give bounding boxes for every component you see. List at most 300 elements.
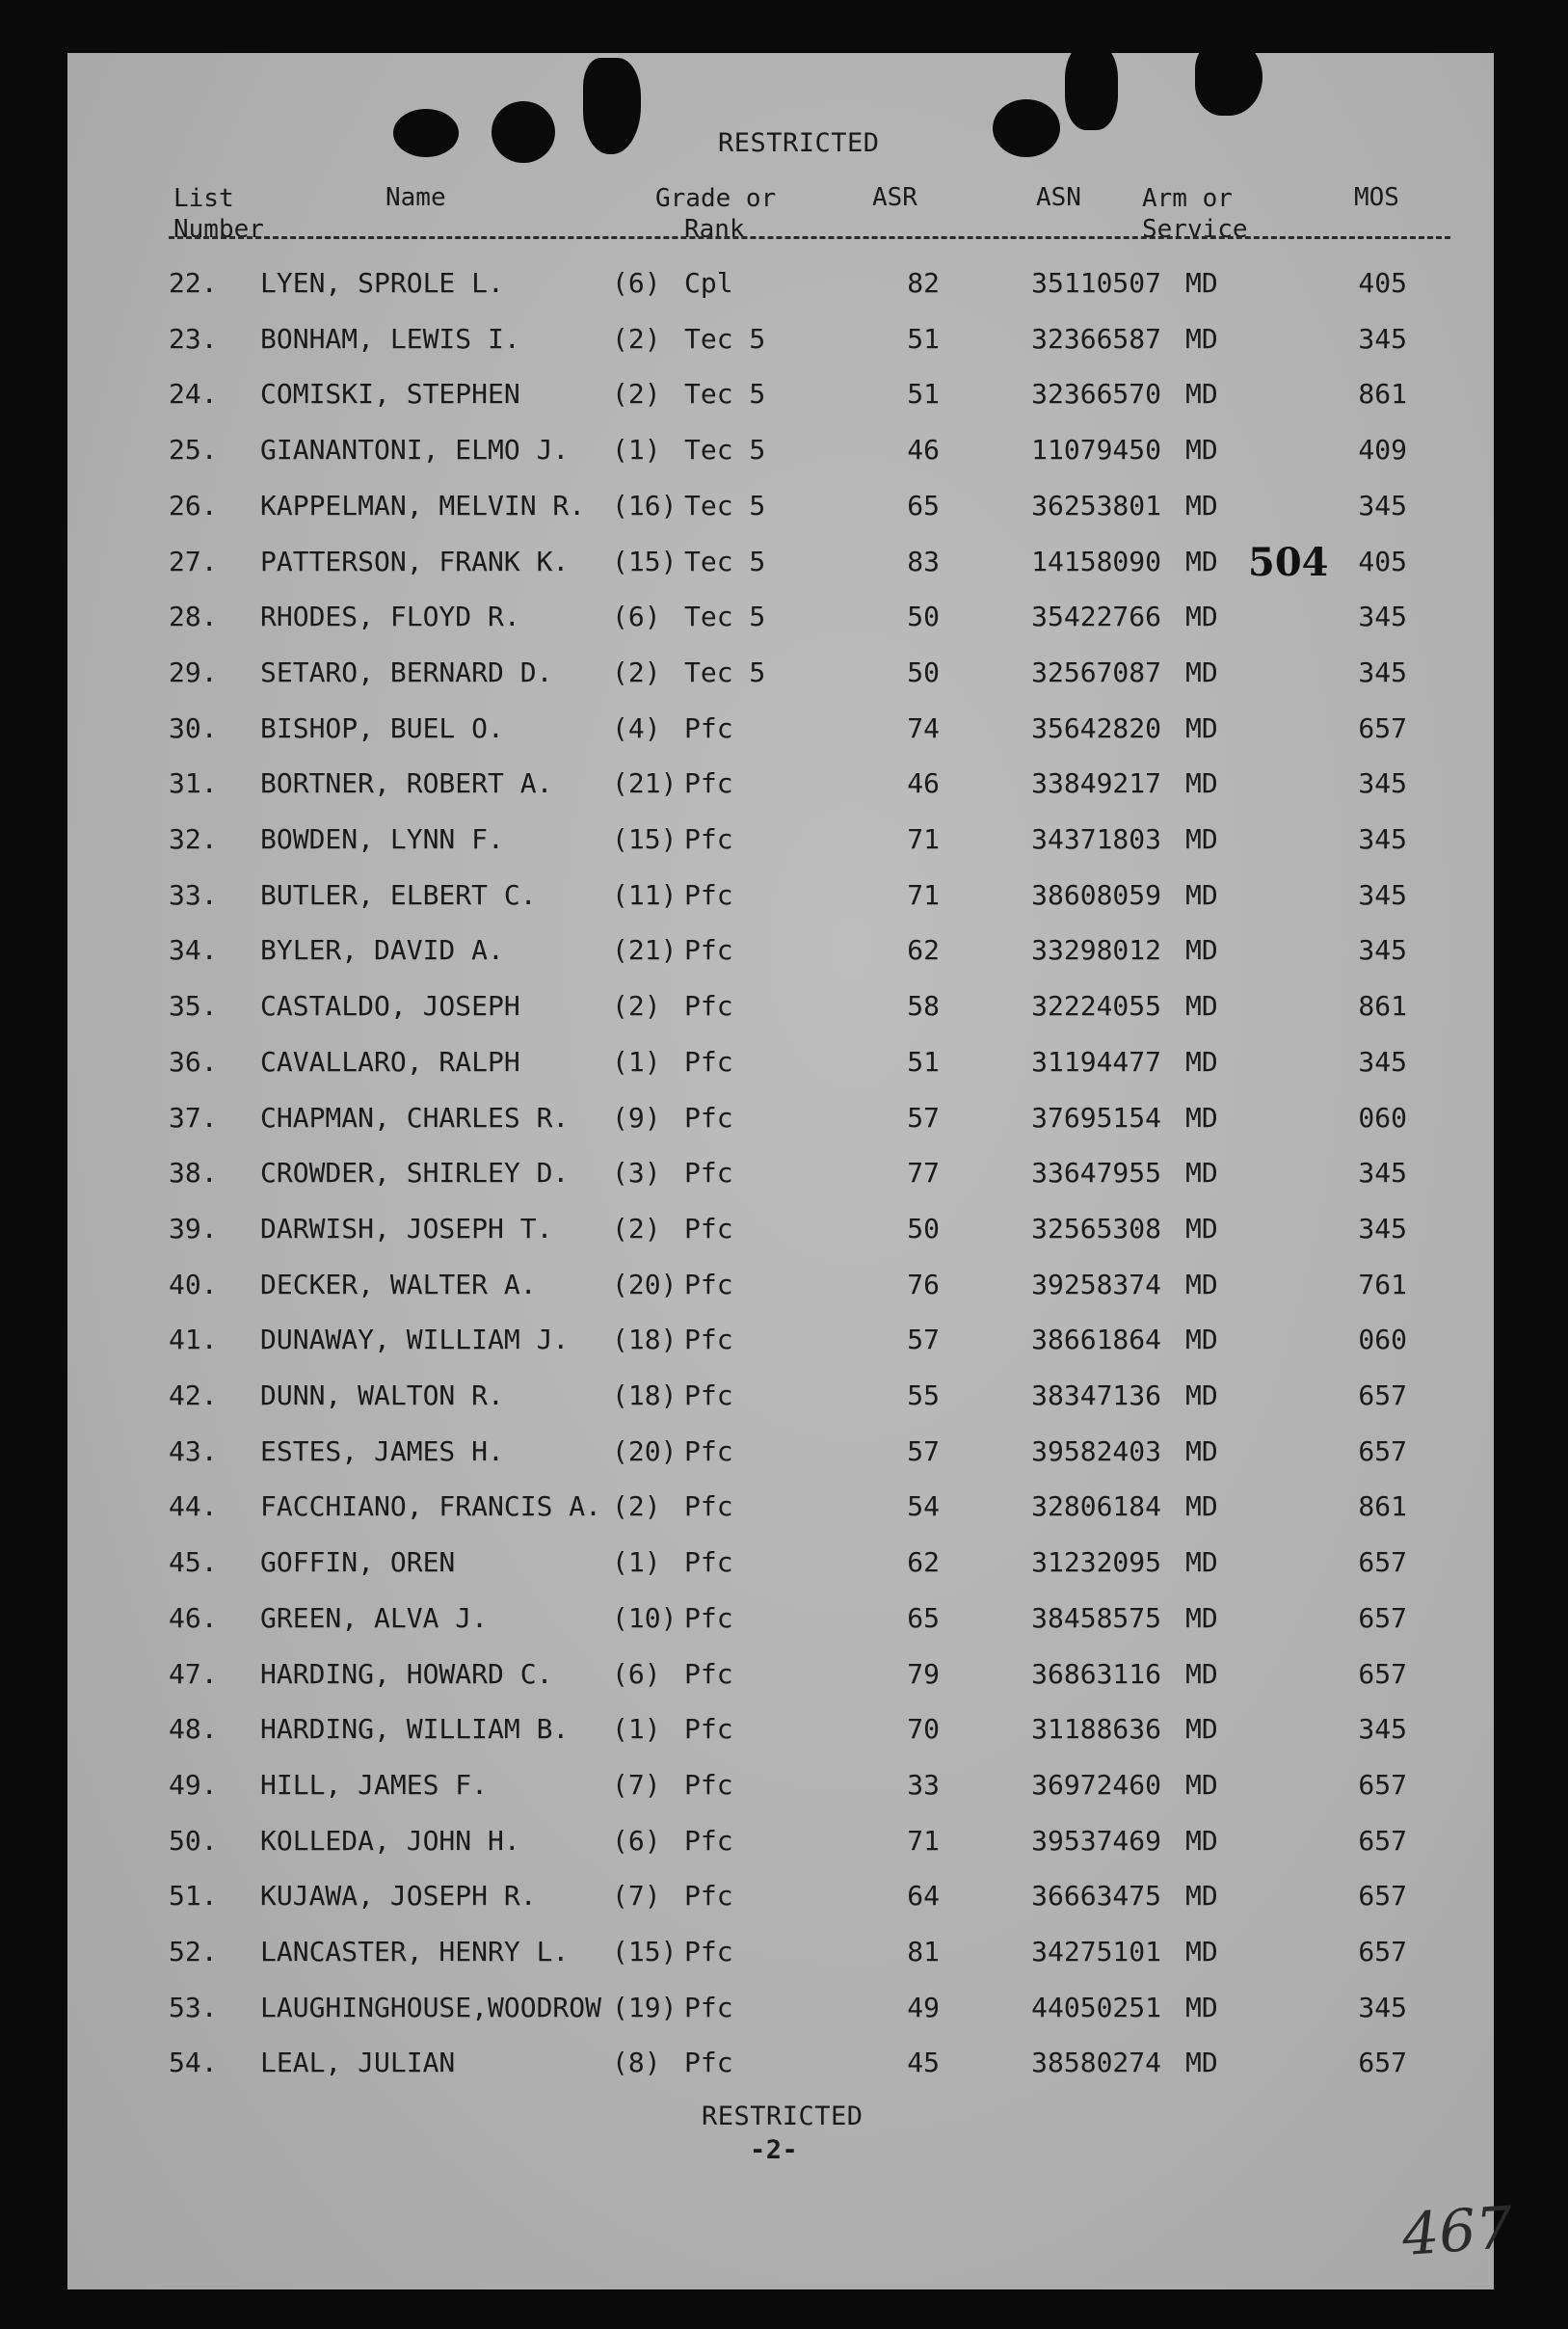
cell-grade: (20) — [612, 1434, 678, 1467]
cell-arm: MD — [1185, 601, 1218, 633]
punch-hole — [492, 101, 555, 163]
cell-arm: MD — [1185, 1434, 1218, 1467]
cell-arm: MD — [1185, 1713, 1218, 1746]
cell-no: 32. — [169, 823, 218, 855]
table-row — [67, 1769, 1494, 1807]
cell-asn: 38608059 — [1031, 878, 1161, 911]
cell-no: 43. — [169, 1434, 218, 1467]
cell-asn: 44050251 — [1031, 1991, 1161, 2023]
cell-grade: (8) — [612, 2047, 661, 2079]
cell-rank: Tec 5 — [684, 322, 766, 355]
cell-grade: (9) — [612, 1101, 661, 1134]
cell-rank: Pfc — [684, 1324, 733, 1356]
cell-asr: 62 — [907, 1546, 940, 1579]
cell-arm: MD — [1185, 656, 1218, 688]
cell-name: CAVALLARO, RALPH — [260, 1045, 520, 1078]
cell-mos: 657 — [1358, 1379, 1407, 1411]
cell-arm: MD — [1185, 1157, 1218, 1190]
table-row — [67, 767, 1494, 806]
cell-name: SETARO, BERNARD D. — [260, 656, 553, 688]
cell-asn: 36972460 — [1031, 1768, 1161, 1801]
cell-asn: 32366570 — [1031, 378, 1161, 411]
cell-name: BONHAM, LEWIS I. — [260, 322, 520, 355]
cell-no: 38. — [169, 1157, 218, 1190]
cell-name: LANCASTER, HENRY L. — [260, 1936, 570, 1968]
cell-asr: 71 — [907, 878, 940, 911]
cell-asr: 46 — [907, 434, 940, 467]
cell-no: 30. — [169, 711, 218, 744]
cell-asn: 39582403 — [1031, 1434, 1161, 1467]
table-row — [67, 1213, 1494, 1251]
cell-grade: (21) — [612, 767, 678, 800]
cell-no: 24. — [169, 378, 218, 411]
cell-no: 35. — [169, 990, 218, 1023]
cell-arm: MD — [1185, 767, 1218, 800]
cell-asn: 39258374 — [1031, 1268, 1161, 1300]
cell-asn: 11079450 — [1031, 434, 1161, 467]
cell-no: 29. — [169, 656, 218, 688]
cell-arm: MD — [1185, 378, 1218, 411]
cell-mos: 345 — [1358, 1045, 1407, 1078]
cell-no: 54. — [169, 2047, 218, 2079]
cell-grade: (10) — [612, 1601, 678, 1634]
cell-no: 41. — [169, 1324, 218, 1356]
table-row — [67, 1046, 1494, 1084]
cell-no: 52. — [169, 1936, 218, 1968]
cell-rank: Pfc — [684, 1991, 733, 2023]
cell-grade: (2) — [612, 1212, 661, 1245]
table-row — [67, 1269, 1494, 1307]
cell-rank: Pfc — [684, 1490, 733, 1523]
cell-arm: MD — [1185, 1601, 1218, 1634]
cell-name: LEAL, JULIAN — [260, 2047, 456, 2079]
table-row — [67, 490, 1494, 528]
cell-asn: 34275101 — [1031, 1936, 1161, 1968]
cell-mos: 060 — [1358, 1101, 1407, 1134]
cell-asn: 32565308 — [1031, 1212, 1161, 1245]
cell-grade: (6) — [612, 1824, 661, 1857]
cell-rank: Cpl — [684, 267, 733, 299]
page-number: -2- — [750, 2135, 799, 2165]
col-name: Name — [385, 183, 446, 212]
table-row — [67, 656, 1494, 695]
table-row — [67, 1435, 1494, 1474]
col-asr: ASR — [872, 183, 917, 212]
table-row — [67, 601, 1494, 639]
cell-arm: MD — [1185, 878, 1218, 911]
cell-arm: MD — [1185, 489, 1218, 522]
cell-no: 40. — [169, 1268, 218, 1300]
cell-arm: MD — [1185, 1991, 1218, 2023]
cell-asn: 38458575 — [1031, 1601, 1161, 1634]
cell-asr: 70 — [907, 1713, 940, 1746]
cell-grade: (2) — [612, 990, 661, 1023]
cell-asr: 58 — [907, 990, 940, 1023]
cell-grade: (15) — [612, 1936, 678, 1968]
cell-rank: Pfc — [684, 1434, 733, 1467]
cell-mos: 345 — [1358, 1991, 1407, 2023]
cell-mos: 657 — [1358, 1824, 1407, 1857]
cell-asn: 33647955 — [1031, 1157, 1161, 1190]
cell-asn: 31194477 — [1031, 1045, 1161, 1078]
cell-no: 48. — [169, 1713, 218, 1746]
cell-asn: 35642820 — [1031, 711, 1161, 744]
cell-name: BUTLER, ELBERT C. — [260, 878, 537, 911]
cell-mos: 861 — [1358, 990, 1407, 1023]
cell-asr: 50 — [907, 601, 940, 633]
table-row — [67, 1880, 1494, 1918]
cell-asr: 46 — [907, 767, 940, 800]
cell-mos: 345 — [1358, 489, 1407, 522]
cell-rank: Pfc — [684, 711, 733, 744]
cell-rank: Pfc — [684, 1768, 733, 1801]
cell-name: GOFFIN, OREN — [260, 1546, 456, 1579]
cell-name: BISHOP, BUEL O. — [260, 711, 504, 744]
cell-asn: 33298012 — [1031, 934, 1161, 967]
cell-asn: 31232095 — [1031, 1546, 1161, 1579]
cell-asn: 31188636 — [1031, 1713, 1161, 1746]
cell-arm: MD — [1185, 545, 1218, 577]
cell-grade: (6) — [612, 267, 661, 299]
cell-asn: 38347136 — [1031, 1379, 1161, 1411]
table-row — [67, 823, 1494, 862]
cell-asn: 36663475 — [1031, 1880, 1161, 1913]
cell-grade: (11) — [612, 878, 678, 911]
cell-asn: 36863116 — [1031, 1657, 1161, 1690]
cell-asr: 49 — [907, 1991, 940, 2023]
cell-mos: 657 — [1358, 1601, 1407, 1634]
cell-mos: 657 — [1358, 711, 1407, 744]
cell-asn: 32224055 — [1031, 990, 1161, 1023]
col-list-number: List Number — [173, 184, 264, 244]
cell-no: 51. — [169, 1880, 218, 1913]
cell-mos: 345 — [1358, 767, 1407, 800]
cell-name: CASTALDO, JOSEPH — [260, 990, 520, 1023]
cell-mos: 345 — [1358, 322, 1407, 355]
cell-name: DECKER, WALTER A. — [260, 1268, 537, 1300]
cell-name: RHODES, FLOYD R. — [260, 601, 520, 633]
cell-mos: 409 — [1358, 434, 1407, 467]
table-row — [67, 1658, 1494, 1697]
cell-asn: 32806184 — [1031, 1490, 1161, 1523]
stamp-number: 504 — [1248, 540, 1329, 585]
cell-no: 22. — [169, 267, 218, 299]
document-page — [67, 53, 1515, 2289]
col-mos: MOS — [1354, 183, 1399, 212]
cell-grade: (21) — [612, 934, 678, 967]
cell-name: DUNAWAY, WILLIAM J. — [260, 1324, 570, 1356]
cell-no: 34. — [169, 934, 218, 967]
cell-mos: 861 — [1358, 378, 1407, 411]
cell-name: BORTNER, ROBERT A. — [260, 767, 553, 800]
table-row — [67, 434, 1494, 472]
cell-name: HARDING, WILLIAM B. — [260, 1713, 570, 1746]
cell-asr: 57 — [907, 1434, 940, 1467]
cell-asr: 81 — [907, 1936, 940, 1968]
cell-arm: MD — [1185, 1212, 1218, 1245]
cell-no: 33. — [169, 878, 218, 911]
table-row — [67, 1490, 1494, 1529]
table-row — [67, 934, 1494, 973]
cell-name: DARWISH, JOSEPH T. — [260, 1212, 553, 1245]
cell-asr: 79 — [907, 1657, 940, 1690]
cell-asr: 74 — [907, 711, 940, 744]
cell-rank: Tec 5 — [684, 378, 766, 411]
cell-asr: 83 — [907, 545, 940, 577]
cell-name: KOLLEDA, JOHN H. — [260, 1824, 520, 1857]
cell-rank: Pfc — [684, 1657, 733, 1690]
cell-asr: 45 — [907, 2047, 940, 2079]
col-asn: ASN — [1036, 183, 1081, 212]
cell-arm: MD — [1185, 2047, 1218, 2079]
cell-grade: (2) — [612, 1490, 661, 1523]
cell-asr: 55 — [907, 1379, 940, 1411]
cell-rank: Pfc — [684, 1880, 733, 1913]
cell-arm: MD — [1185, 1824, 1218, 1857]
cell-grade: (1) — [612, 434, 661, 467]
table-row — [67, 267, 1494, 306]
cell-no: 53. — [169, 1991, 218, 2023]
header-divider — [169, 236, 1450, 239]
cell-mos: 761 — [1358, 1268, 1407, 1300]
cell-grade: (16) — [612, 489, 678, 522]
cell-asn: 34371803 — [1031, 823, 1161, 855]
cell-no: 37. — [169, 1101, 218, 1134]
cell-asn: 35110507 — [1031, 267, 1161, 299]
table-row — [67, 1825, 1494, 1863]
cell-name: LYEN, SPROLE L. — [260, 267, 504, 299]
cell-name: CHAPMAN, CHARLES R. — [260, 1101, 570, 1134]
cell-arm: MD — [1185, 322, 1218, 355]
cell-asr: 76 — [907, 1268, 940, 1300]
cell-mos: 657 — [1358, 1434, 1407, 1467]
cell-arm: MD — [1185, 1045, 1218, 1078]
cell-asr: 50 — [907, 1212, 940, 1245]
table-row — [67, 879, 1494, 918]
table-row — [67, 1324, 1494, 1362]
punch-hole — [583, 58, 641, 154]
cell-no: 31. — [169, 767, 218, 800]
cell-no: 28. — [169, 601, 218, 633]
cell-asr: 65 — [907, 489, 940, 522]
cell-asr: 51 — [907, 322, 940, 355]
punch-hole — [993, 99, 1060, 157]
table-row — [67, 378, 1494, 416]
cell-arm: MD — [1185, 1880, 1218, 1913]
cell-grade: (2) — [612, 378, 661, 411]
cell-asr: 51 — [907, 1045, 940, 1078]
cell-rank: Pfc — [684, 1157, 733, 1190]
cell-asr: 33 — [907, 1768, 940, 1801]
col-grade-rank: Grade or Rank — [655, 184, 777, 244]
cell-mos: 657 — [1358, 2047, 1407, 2079]
cell-rank: Pfc — [684, 990, 733, 1023]
cell-no: 39. — [169, 1212, 218, 1245]
table-row — [67, 1992, 1494, 2030]
cell-mos: 345 — [1358, 878, 1407, 911]
cell-asr: 65 — [907, 1601, 940, 1634]
cell-no: 26. — [169, 489, 218, 522]
cell-rank: Pfc — [684, 1601, 733, 1634]
cell-arm: MD — [1185, 267, 1218, 299]
cell-asn: 39537469 — [1031, 1824, 1161, 1857]
cell-grade: (4) — [612, 711, 661, 744]
cell-arm: MD — [1185, 1490, 1218, 1523]
cell-rank: Pfc — [684, 1824, 733, 1857]
punch-hole — [1065, 43, 1118, 130]
cell-arm: MD — [1185, 823, 1218, 855]
cell-grade: (1) — [612, 1713, 661, 1746]
cell-arm: MD — [1185, 934, 1218, 967]
cell-asr: 57 — [907, 1324, 940, 1356]
cell-arm: MD — [1185, 990, 1218, 1023]
cell-name: KAPPELMAN, MELVIN R. — [260, 489, 586, 522]
table-row — [67, 2047, 1494, 2085]
cell-mos: 060 — [1358, 1324, 1407, 1356]
cell-grade: (15) — [612, 545, 678, 577]
cell-grade: (3) — [612, 1157, 661, 1190]
cell-rank: Pfc — [684, 1268, 733, 1300]
cell-mos: 345 — [1358, 656, 1407, 688]
cell-asr: 50 — [907, 656, 940, 688]
cell-asr: 77 — [907, 1157, 940, 1190]
cell-rank: Tec 5 — [684, 656, 766, 688]
cell-mos: 657 — [1358, 1880, 1407, 1913]
cell-rank: Pfc — [684, 878, 733, 911]
table-row — [67, 1102, 1494, 1140]
table-row — [67, 1936, 1494, 1974]
punch-hole — [393, 109, 459, 157]
cell-name: DUNN, WALTON R. — [260, 1379, 504, 1411]
cell-asn: 35422766 — [1031, 601, 1161, 633]
cell-name: ESTES, JAMES H. — [260, 1434, 504, 1467]
cell-no: 50. — [169, 1824, 218, 1857]
cell-asr: 51 — [907, 378, 940, 411]
cell-rank: Tec 5 — [684, 545, 766, 577]
cell-rank: Pfc — [684, 2047, 733, 2079]
cell-grade: (1) — [612, 1546, 661, 1579]
cell-asn: 36253801 — [1031, 489, 1161, 522]
cell-name: GIANANTONI, ELMO J. — [260, 434, 570, 467]
cell-asr: 62 — [907, 934, 940, 967]
cell-mos: 657 — [1358, 1546, 1407, 1579]
cell-rank: Pfc — [684, 1045, 733, 1078]
table-row — [67, 712, 1494, 751]
cell-no: 45. — [169, 1546, 218, 1579]
cell-mos: 345 — [1358, 1713, 1407, 1746]
cell-name: HARDING, HOWARD C. — [260, 1657, 553, 1690]
classification-header: RESTRICTED — [718, 128, 880, 158]
punch-hole — [1195, 39, 1262, 116]
cell-arm: MD — [1185, 1657, 1218, 1690]
cell-grade: (6) — [612, 1657, 661, 1690]
cell-no: 25. — [169, 434, 218, 467]
cell-rank: Pfc — [684, 823, 733, 855]
table-row — [67, 1546, 1494, 1585]
cell-mos: 405 — [1358, 267, 1407, 299]
cell-grade: (6) — [612, 601, 661, 633]
cell-name: HILL, JAMES F. — [260, 1768, 489, 1801]
cell-arm: MD — [1185, 1268, 1218, 1300]
cell-rank: Pfc — [684, 1546, 733, 1579]
cell-arm: MD — [1185, 1101, 1218, 1134]
cell-asr: 54 — [907, 1490, 940, 1523]
cell-no: 44. — [169, 1490, 218, 1523]
cell-mos: 657 — [1358, 1936, 1407, 1968]
cell-asn: 32567087 — [1031, 656, 1161, 688]
cell-grade: (19) — [612, 1991, 678, 2023]
cell-no: 23. — [169, 322, 218, 355]
cell-grade: (18) — [612, 1379, 678, 1411]
cell-grade: (2) — [612, 322, 661, 355]
cell-asn: 14158090 — [1031, 545, 1161, 577]
cell-name: KUJAWA, JOSEPH R. — [260, 1880, 537, 1913]
cell-no: 36. — [169, 1045, 218, 1078]
cell-arm: MD — [1185, 1936, 1218, 1968]
cell-arm: MD — [1185, 1546, 1218, 1579]
cell-rank: Pfc — [684, 934, 733, 967]
cell-name: COMISKI, STEPHEN — [260, 378, 520, 411]
cell-name: CROWDER, SHIRLEY D. — [260, 1157, 570, 1190]
cell-no: 47. — [169, 1657, 218, 1690]
table-row — [67, 1602, 1494, 1641]
cell-mos: 345 — [1358, 1212, 1407, 1245]
cell-rank: Pfc — [684, 1936, 733, 1968]
handwritten-note: 467 — [1399, 2194, 1515, 2269]
cell-name: GREEN, ALVA J. — [260, 1601, 489, 1634]
cell-mos: 345 — [1358, 934, 1407, 967]
cell-mos: 345 — [1358, 1157, 1407, 1190]
table-row — [67, 1379, 1494, 1418]
classification-footer: RESTRICTED — [702, 2101, 864, 2131]
cell-arm: MD — [1185, 711, 1218, 744]
cell-mos: 657 — [1358, 1768, 1407, 1801]
cell-asr: 71 — [907, 1824, 940, 1857]
cell-grade: (18) — [612, 1324, 678, 1356]
col-arm-service: Arm or Service — [1142, 184, 1248, 244]
cell-name: BOWDEN, LYNN F. — [260, 823, 504, 855]
cell-asn: 37695154 — [1031, 1101, 1161, 1134]
cell-name: BYLER, DAVID A. — [260, 934, 504, 967]
table-row — [67, 1713, 1494, 1752]
cell-rank: Pfc — [684, 1713, 733, 1746]
cell-grade: (20) — [612, 1268, 678, 1300]
cell-asr: 82 — [907, 267, 940, 299]
cell-grade: (7) — [612, 1880, 661, 1913]
cell-asr: 57 — [907, 1101, 940, 1134]
table-row — [67, 990, 1494, 1029]
cell-rank: Pfc — [684, 1212, 733, 1245]
cell-mos: 405 — [1358, 545, 1407, 577]
cell-no: 46. — [169, 1601, 218, 1634]
cell-no: 49. — [169, 1768, 218, 1801]
cell-rank: Pfc — [684, 767, 733, 800]
cell-arm: MD — [1185, 1379, 1218, 1411]
cell-no: 27. — [169, 545, 218, 577]
cell-grade: (15) — [612, 823, 678, 855]
cell-arm: MD — [1185, 1768, 1218, 1801]
cell-asr: 64 — [907, 1880, 940, 1913]
cell-asn: 32366587 — [1031, 322, 1161, 355]
cell-rank: Pfc — [684, 1101, 733, 1134]
cell-rank: Pfc — [684, 1379, 733, 1411]
cell-asr: 71 — [907, 823, 940, 855]
cell-name: LAUGHINGHOUSE,WOODROW — [260, 1991, 602, 2023]
cell-mos: 345 — [1358, 601, 1407, 633]
cell-mos: 861 — [1358, 1490, 1407, 1523]
cell-no: 42. — [169, 1379, 218, 1411]
table-row — [67, 323, 1494, 361]
